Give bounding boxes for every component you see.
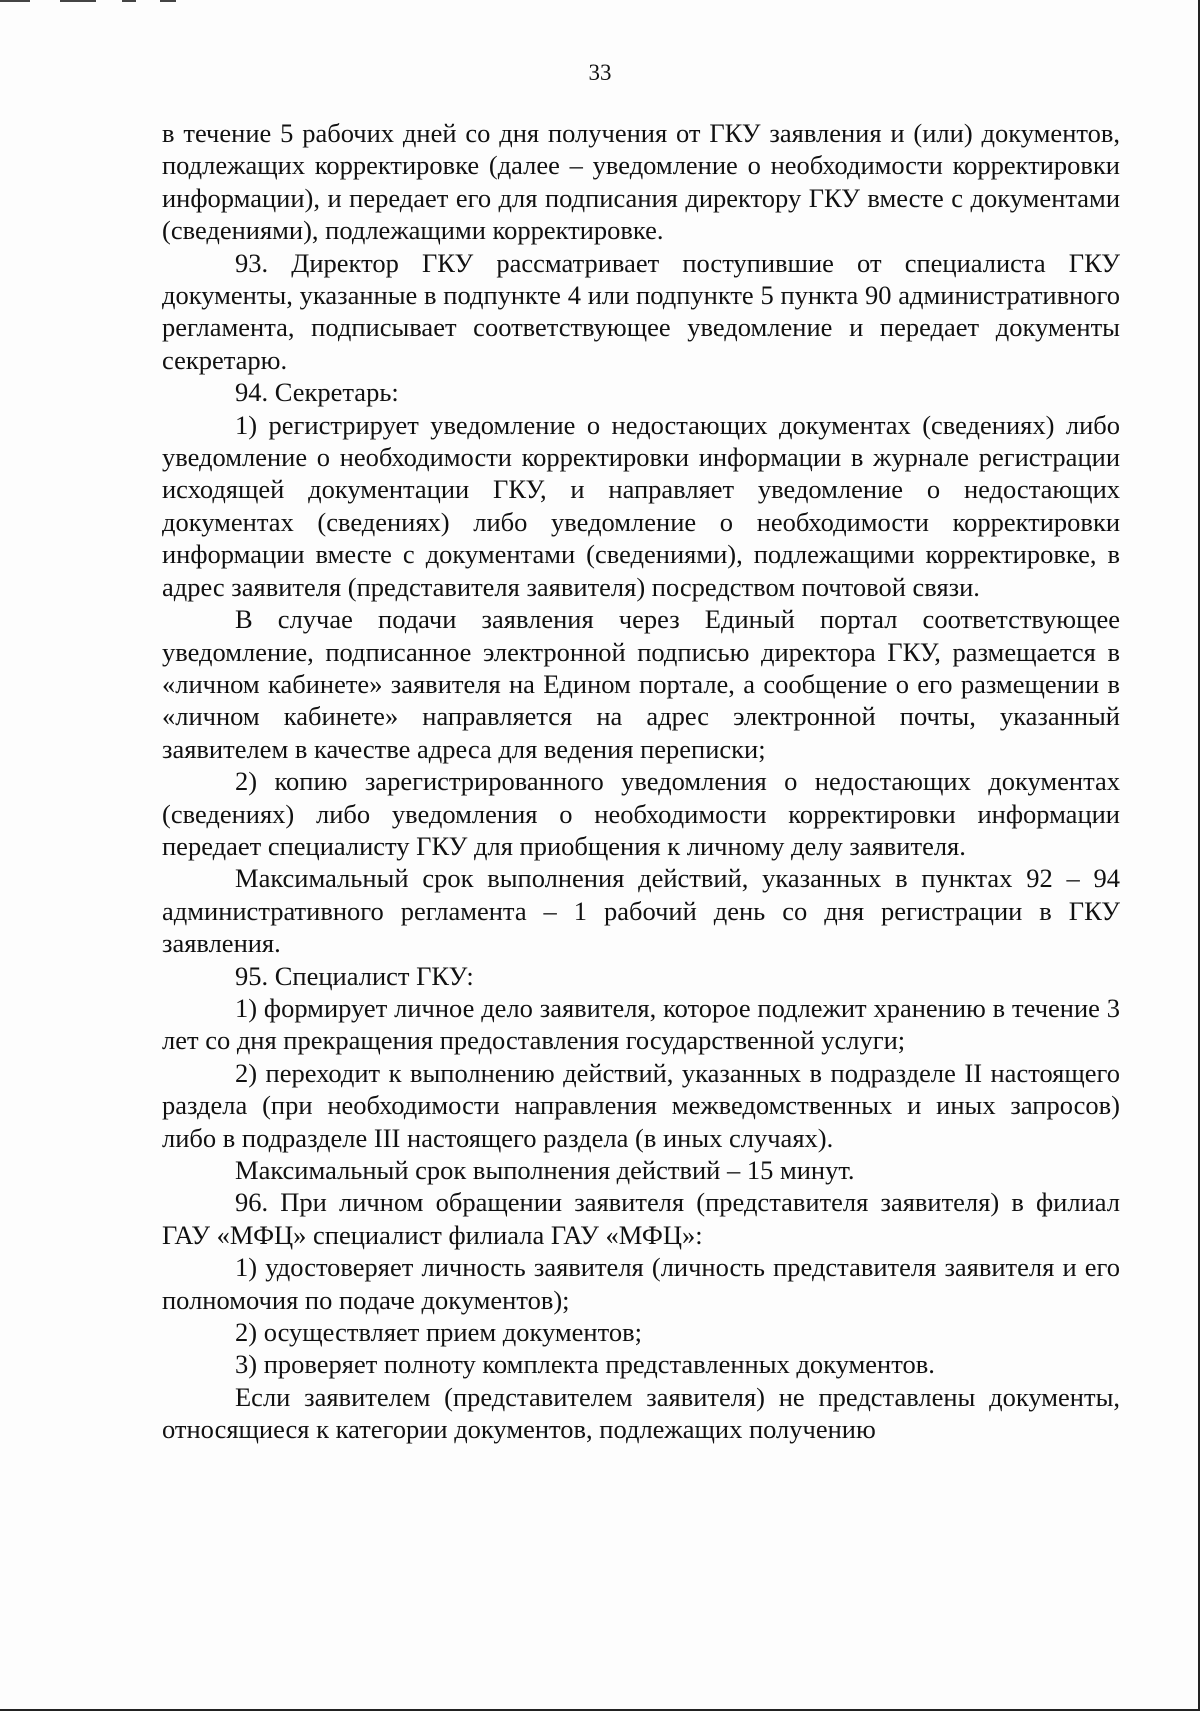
paragraph: 93. Директор ГКУ рассматривает поступившие от специалиста ГКУ документы, указанные в подпункте 4 или подпункте 5 пункта 90 административного регламента, подписывает соответствующее уведомление и передает документы секретарю. (162, 247, 1120, 375)
scan-artifact (160, 0, 176, 2)
paragraph: 96. При личном обращении заявителя (представителя заявителя) в филиал ГАУ «МФЦ» специалист филиала ГАУ «МФЦ»: (162, 1187, 1120, 1250)
paragraph: в течение 5 рабочих дней со дня получения от ГКУ заявления и (или) документов, подлежащих корректировке (далее – уведомление о необходимости корректировки информации), и передает его для подписания директору ГКУ вместе с документами (сведениями), подлежащими корректировке. (162, 118, 1120, 246)
paragraph: 1) удостоверяет личность заявителя (личность представителя заявителя и его полномочия по подаче документов); (162, 1252, 1120, 1315)
paragraph: 2) осуществляет прием документов; (235, 1317, 642, 1348)
paragraph: Если заявителем (представителем заявителя) не представлены документы, относящиеся к категории документов, подлежащих получению (162, 1381, 1120, 1445)
paragraph: В случае подачи заявления через Единый портал соответствующее уведомление, подписанное электронной подписью директора ГКУ, размещается в «личном кабинете» заявителя на Едином портале, а сообщение о его размещении в «личном кабинете» направляется на адрес электронной почты, указанный заявителем в качестве адреса для ведения переписки; (162, 604, 1120, 764)
paragraph: 95. Специалист ГКУ: (235, 960, 474, 991)
paragraph: 3) проверяет полноту комплекта представленных документов. (235, 1349, 935, 1380)
paragraph: 1) формирует личное дело заявителя, которое подлежит хранению в течение 3 лет со дня прекращения предоставления государственной услуги; (162, 992, 1120, 1056)
paragraph: Максимальный срок выполнения действий, указанных в пунктах 92 – 94 административного регламента – 1 рабочий день со дня регистрации в ГКУ заявления. (162, 863, 1120, 959)
scan-artifact (0, 0, 30, 2)
paragraph: 2) переходит к выполнению действий, указанных в подразделе II настоящего раздела (при необходимости направления межведомственных и иных запросов) либо в подразделе III настоящего раздела (в иных случаях). (162, 1057, 1120, 1153)
document-body (162, 117, 1120, 1446)
paragraph: 94. Секретарь: (235, 377, 399, 408)
paragraph: 1) регистрирует уведомление о недостающих документах (сведениях) либо уведомление о необходимости корректировки информации в журнале регистрации исходящей документации ГКУ, и направляет уведомление о недостающих документах (сведениях) либо уведомление о необходимости корректировки информации вместе с документами (сведениями), подлежащими корректировке, в адрес заявителя (представителя заявителя) посредством почтовой связи. (162, 409, 1120, 602)
scan-artifact (60, 0, 96, 2)
paragraph: 2) копию зарегистрированного уведомления о недостающих документах (сведениях) либо уведомления о необходимости корректировки информации передает специалисту ГКУ для приобщения к личному делу заявителя. (162, 766, 1120, 861)
paragraph: Максимальный срок выполнения действий – 15 минут. (235, 1155, 855, 1185)
scan-artifact (122, 0, 136, 2)
page-number: 33 (588, 60, 612, 85)
